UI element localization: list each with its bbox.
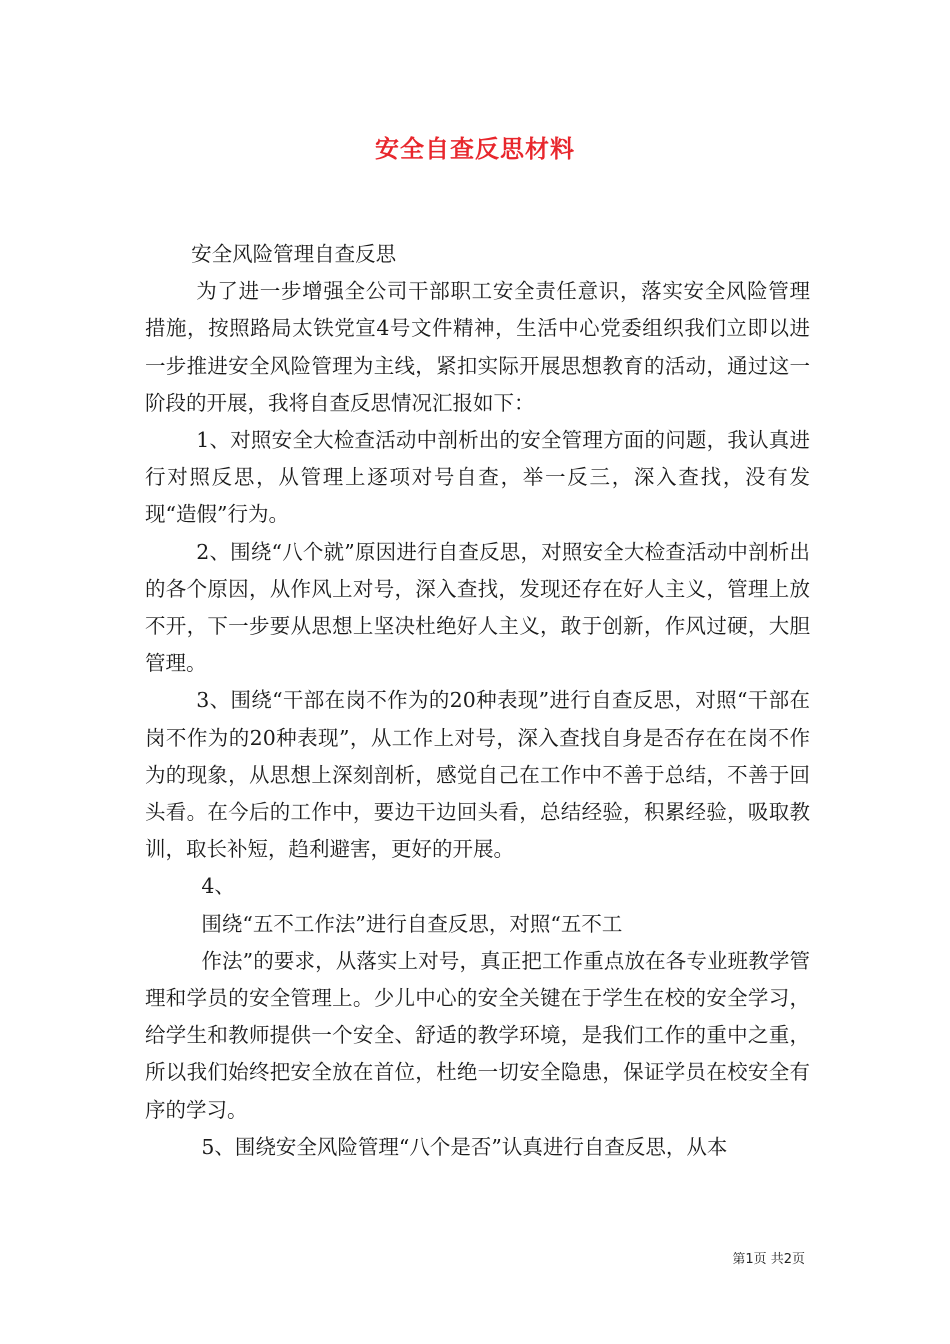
paragraph-item-5: 5、围绕安全风险管理“八个是否”认真进行自查反思，从本 (201, 1134, 728, 1159)
paragraph-item-3: 3、围绕“干部在岗不作为的20种表现”进行自查反思，对照“干部在岗不作为的20种表现”，从工作上对号，深入查找自身是否存在在岗不作为的现象，从思想上深刻剖析，感觉自己在工作中不善于总结，不善于回头看。在今后的工作中，要边干边回头看，总结经验，积累经验，吸取教训，取长补短，趋利避害，更好的开展。 (145, 688, 810, 862)
paragraph-item-4-number: 4、 (201, 874, 235, 899)
document-title: 安全自查反思材料 (375, 135, 575, 163)
document-body (145, 236, 810, 1166)
paragraph-item-2: 2、围绕“八个就”原因进行自查反思，对照安全大检查活动中剖析出的各个原因，从作风上对号，深入查找，发现还存在好人主义，管理上放不开，下一步要从思想上坚决杜绝好人主义，敢于创新，作风过硬，大胆管理。 (145, 539, 810, 676)
paragraph-item-1: 1、对照安全大检查活动中剖析出的安全管理方面的问题，我认真进行对照反思，从管理上逐项对号自查，举一反三，深入查找，没有发现“造假”行为。 (145, 428, 810, 527)
section-subheading: 安全风险管理自查反思 (191, 242, 397, 266)
paragraph-item-4-heading: 围绕“五不工作法”进行自查反思，对照“五不工 (201, 911, 623, 936)
page-number: 第1页 共2页 (732, 1252, 805, 1267)
paragraph-intro: 为了进一步增强全公司干部职工安全责任意识，落实安全风险管理措施，按照路局太铁党宣4号文件精神，生活中心党委组织我们立即以进一步推进安全风险管理为主线，紧扣实际开展思想教育的活动，通过这一阶段的开展，我将自查反思情况汇报如下： (145, 279, 810, 415)
paragraph-item-4-body: 作法”的要求，从落实上对号，真正把工作重点放在各专业班教学管理和学员的安全管理上。少儿中心的安全关键在于学生在校的安全学习，给学生和教师提供一个安全、舒适的教学环境，是我们工作的重中之重，所以我们始终把安全放在首位，杜绝一切安全隐患，保证学员在校安全有序的学习。 (145, 948, 810, 1122)
